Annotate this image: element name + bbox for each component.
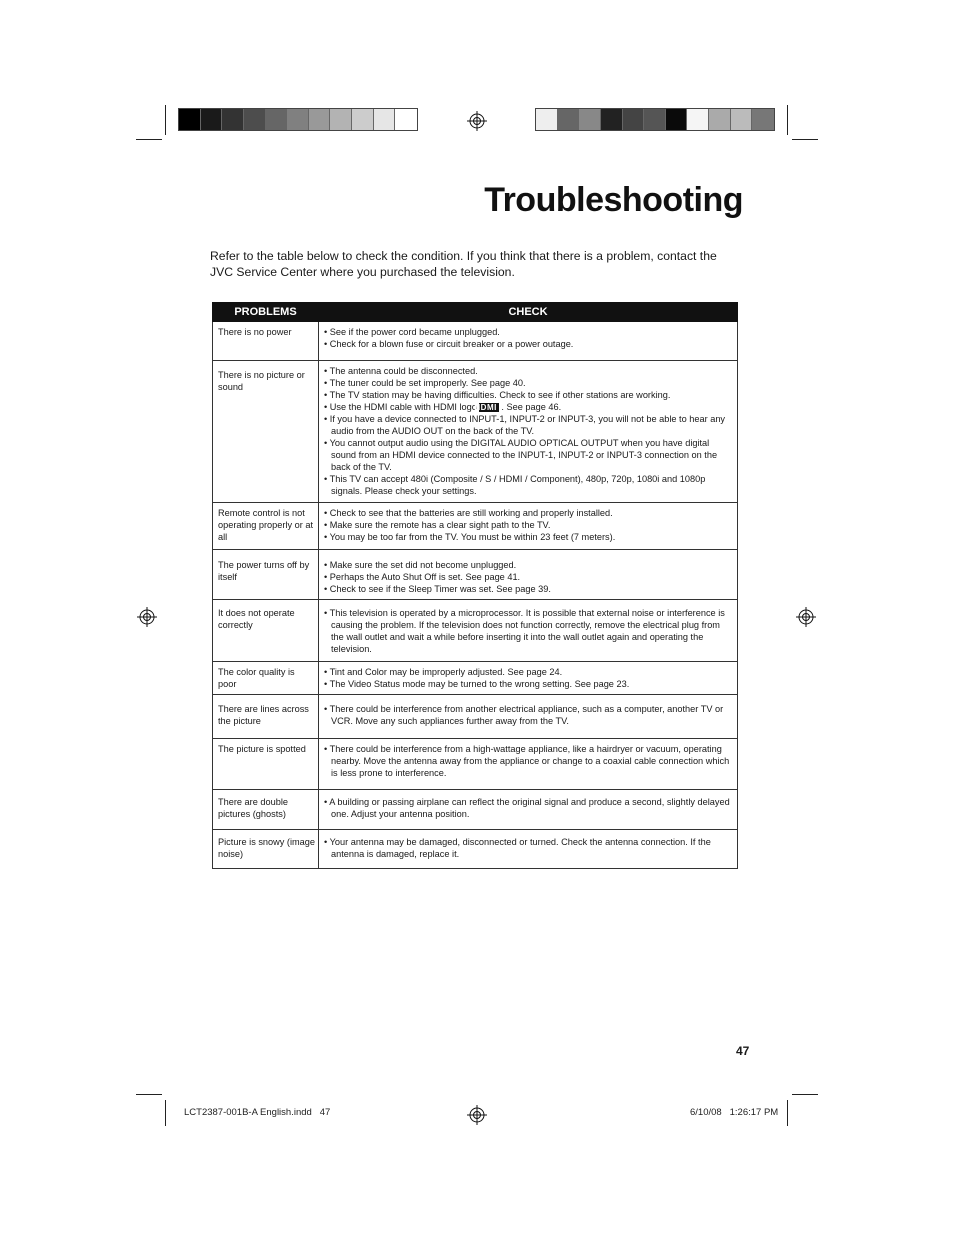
check-cell	[319, 600, 738, 662]
color-swatch	[266, 109, 288, 130]
color-swatch	[395, 109, 417, 130]
table-row	[213, 503, 738, 550]
color-swatch	[644, 109, 666, 130]
table-row	[213, 361, 738, 503]
table-row	[213, 830, 738, 869]
check-item: • The tuner could be set improperly. See page 40.	[324, 378, 526, 388]
color-bar-right	[535, 108, 775, 131]
crop-mark	[787, 105, 788, 135]
table-header-row	[213, 303, 738, 322]
color-swatch	[687, 109, 709, 130]
crop-mark	[165, 105, 166, 135]
check-item-hdmi	[324, 401, 734, 413]
check-cell	[319, 790, 738, 830]
check-cell	[319, 503, 738, 550]
crop-mark	[787, 1100, 788, 1126]
check-cell	[319, 361, 738, 503]
check-item: • Check for a blown fuse or circuit breaker or a power outage.	[324, 339, 574, 349]
color-swatch	[623, 109, 645, 130]
check-cell	[319, 550, 738, 600]
color-swatch	[201, 109, 223, 130]
table-row	[213, 322, 738, 361]
color-swatch	[731, 109, 753, 130]
check-cell	[319, 695, 738, 739]
hdmi-text-after: . See page 46.	[501, 402, 562, 412]
check-cell	[319, 739, 738, 790]
color-swatch	[222, 109, 244, 130]
slug-timestamp: 6/10/08 1:26:17 PM	[690, 1107, 779, 1118]
check-item: • Perhaps the Auto Shut Off is set. See page 41.	[324, 572, 521, 582]
color-swatch	[309, 109, 331, 130]
check-item: • A building or passing airplane can reflect the original signal and produce a second, slightly delayed one. Adjust your antenna position.	[324, 797, 730, 819]
color-swatch	[179, 109, 201, 130]
problem-cell: There are double pictures (ghosts)	[213, 790, 319, 830]
color-swatch	[709, 109, 731, 130]
table-row	[213, 600, 738, 662]
check-item: • There could be interference from a high-wattage appliance, like a hairdryer or vacuum, operating nearby. Move the antenna away from the appliance or change to a coaxial cable connection which is less prone to interference.	[324, 744, 730, 778]
color-swatch	[536, 109, 558, 130]
problem-cell: There is no picture or sound	[213, 361, 319, 503]
table-row	[213, 662, 738, 695]
problem-cell: There are lines across the picture	[213, 695, 319, 739]
header-check: CHECK	[319, 303, 738, 322]
color-swatch	[352, 109, 374, 130]
check-cell	[319, 322, 738, 361]
crop-mark	[136, 1094, 162, 1095]
problem-cell: It does not operate correctly	[213, 600, 319, 662]
color-swatch	[330, 109, 352, 130]
check-item: • The Video Status mode may be turned to the wrong setting. See page 23.	[324, 679, 630, 689]
check-item: • This TV can accept 480i (Composite / S / HDMI / Component), 480p, 720p, 1080i and 1080p signals. Please check your settings.	[324, 474, 706, 496]
check-item: • Make sure the remote has a clear sight path to the TV.	[324, 520, 551, 530]
check-item: • The antenna could be disconnected.	[324, 366, 478, 376]
color-swatch	[752, 109, 774, 130]
check-item: • Your antenna may be damaged, disconnected or turned. Check the antenna connection. If the antenna is damaged, replace it.	[324, 837, 711, 859]
check-item: • See if the power cord became unplugged.	[324, 327, 500, 337]
color-swatch	[579, 109, 601, 130]
registration-mark-icon	[467, 1105, 487, 1125]
hdmi-logo-icon: HDMI	[474, 403, 497, 413]
color-swatch	[666, 109, 688, 130]
table-row	[213, 739, 738, 790]
table-row	[213, 790, 738, 830]
check-item: • There could be interference from another electrical appliance, such as a computer, another TV or VCR. Move any such appliances further away from the TV.	[324, 704, 724, 726]
hdmi-text: • Use the HDMI cable with HDMI logo	[324, 402, 477, 412]
page-title: Troubleshooting	[484, 181, 743, 219]
crop-mark	[165, 1100, 166, 1126]
problem-cell: Picture is snowy (image noise)	[213, 830, 319, 869]
slug-file-info: LCT2387-001B-A English.indd 47	[184, 1107, 331, 1118]
color-swatch	[244, 109, 266, 130]
color-swatch	[374, 109, 396, 130]
registration-mark-icon	[137, 607, 157, 627]
check-item: • The TV station may be having difficulties. Check to see if other stations are working.	[324, 390, 671, 400]
page-number: 47	[736, 1044, 750, 1058]
color-swatch	[287, 109, 309, 130]
problem-cell: The power turns off by itself	[213, 550, 319, 600]
problem-cell: Remote control is not operating properly or at all	[213, 503, 319, 550]
problem-cell: There is no power	[213, 322, 319, 361]
registration-mark-icon	[467, 111, 487, 131]
color-swatch	[601, 109, 623, 130]
check-cell	[319, 662, 738, 695]
problem-cell: The picture is spotted	[213, 739, 319, 790]
check-item: • Check to see if the Sleep Timer was set. See page 39.	[324, 584, 551, 594]
check-item: • This television is operated by a microprocessor. It is possible that external noise or interference is causing the problem. If the television does not function correctly, remove the electrical plug from the wall outlet and wait a while before inserting it into the wall outlet again and operating the television.	[324, 608, 725, 654]
check-item: • Tint and Color may be improperly adjusted. See page 24.	[324, 667, 563, 677]
check-item: • You may be too far from the TV. You must be within 23 feet (7 meters).	[324, 532, 616, 542]
crop-mark	[136, 139, 162, 140]
intro-paragraph: Refer to the table below to check the condition. If you think that there is a problem, contact the JVC Service Center where you purchased the television.	[210, 249, 717, 279]
check-item: • You cannot output audio using the DIGITAL AUDIO OPTICAL OUTPUT when you have digital sound from an HDMI device connected to the INPUT-1, INPUT-2 or INPUT-3 connection on the back of the TV.	[324, 438, 718, 472]
table-row	[213, 550, 738, 600]
check-item: • Make sure the set did not become unplugged.	[324, 560, 517, 570]
check-item: • If you have a device connected to INPUT-1, INPUT-2 or INPUT-3, you will not be able to hear any audio from the AUDIO OUT on the back of the TV.	[324, 414, 726, 436]
check-item: • Check to see that the batteries are still working and properly installed.	[324, 508, 613, 518]
table-row	[213, 695, 738, 739]
crop-mark	[792, 1094, 818, 1095]
header-problems: PROBLEMS	[213, 303, 319, 322]
color-bar-left	[178, 108, 418, 131]
troubleshooting-table	[212, 302, 738, 869]
check-cell	[319, 830, 738, 869]
color-swatch	[558, 109, 580, 130]
registration-mark-icon	[796, 607, 816, 627]
problem-cell: The color quality is poor	[213, 662, 319, 695]
crop-mark	[792, 139, 818, 140]
